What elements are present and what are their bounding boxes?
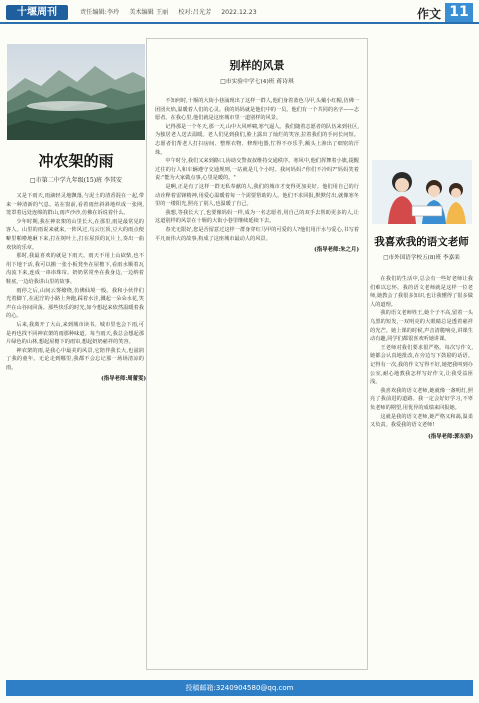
- right-article-body: [370, 275, 473, 430]
- paragraph: 在我们的生活中,总会有一些好老师让我们难以忘怀。我的语文老师就是这样一位老师,她教会了我很多知识,也让我懂得了很多做人的道理。: [370, 276, 473, 308]
- paragraph: 神农架的雨,是我心中最美的风景,它陪伴我长大,也滋润了我的童年。无论走到哪里,我都不会忘记那一场场清凉的雨。: [6, 347, 144, 371]
- issue-date: 2022.12.23: [221, 9, 257, 16]
- paragraph: 又是下雨天,雨滴轻灵地飘落,与泥土的清香混在一起,带来一种清新的气息。站在窗前,看着雨丝斜斜地织成一张网,笼罩着远处连绵的群山,雨声沙沙,仿佛在诉说着什么。: [6, 193, 144, 217]
- paragraph: 后来,我离开了大山,来到城市读书。城市里也会下雨,可是再也找不回神农架的雨那种味道。每当雨天,我总会想起那片绿色的山林,想起屋檐下的雨帘,想起奶奶慈祥的笑容。: [6, 321, 144, 346]
- right-article: [370, 38, 473, 670]
- left-article: [6, 38, 146, 670]
- paragraph: 雨停之后,山间云雾缭绕,仿佛仙境一般。我和小伙伴们光着脚丫,在泥泞的小路上奔跑,踩着水洼,溅起一朵朵水花,笑声在山谷间回荡。那些快乐的时光,如今想起来依然温暖着我的心。: [6, 287, 144, 320]
- paragraph: 我的语文老师姓王,她个子不高,留着一头乌黑的短发,一双明亮的大眼睛总是透着慈祥的光芒。她上课的时候,声音清脆响亮,讲课生动有趣,同学们都很喜欢听她讲课。: [370, 310, 473, 343]
- teacher-illustration: [372, 160, 472, 224]
- paragraph: 我想,等我长大了,也要像妈妈一样,成为一名志愿者,用自己的双手去帮助更多的人,让这道别样的风景在十堰的大街小巷里继续延续下去。: [155, 209, 359, 225]
- paragraph: 是啊,正是有了这样一群无私奉献的人,我们的城市才变得更加美好。他们用自己的行动诠释着雷锋精神,用爱心温暖着每一个需要帮助的人。他们不求回报,默默付出,就像寒冬里的一缕阳光,照亮了别人,也温暖了自己。: [155, 183, 359, 208]
- section-title: 作文: [416, 7, 441, 21]
- mountain-photo: [7, 44, 145, 140]
- middle-article-title: 别样的风景: [229, 59, 285, 72]
- left-article-teacher: (指导老师:周蕾雯): [101, 376, 146, 383]
- right-article-author: □市外国语学校五(8)班 李嘉栾: [383, 255, 460, 261]
- middle-article-teacher: (指导老师:朱之月): [314, 247, 359, 254]
- left-article-title: 冲农架的雨: [38, 152, 114, 170]
- middle-article-author: □市实验中学七(4)班 蒋诗琪: [220, 79, 294, 85]
- middle-article-body: [155, 97, 359, 253]
- paragraph: 那时,我最喜欢的就是下雨天。雨天不用上山砍柴,也不用下地干活,我可以搬一张小板凳坐在屋檐下,看雨水顺着瓦沟流下来,连成一串串珠帘。奶奶常常坐在我身边,一边纳着鞋底,一边给我讲山里的故事。: [6, 253, 144, 285]
- left-article-author: □市第二中学九年级(15)班 李其安: [30, 177, 122, 184]
- header-divider: [0, 22, 479, 24]
- left-article-body: [6, 192, 146, 372]
- editor-credit: 责任编辑:李玲: [80, 9, 120, 16]
- paragraph: 少年时期,我在神农架的山里长大,在那里,雨是最常见的客人。山里的雨说来就来,一阵风过,乌云压顶,豆大的雨点便噼里啪啦地砸下来,打在树叶上,打在屋顶的瓦片上,奏出一曲欢快的乐章。: [6, 218, 144, 251]
- middle-article: [146, 38, 368, 670]
- paragraph: 记得那是一个冬天,那一天,山中大风呼啸,寒气逼人。我们随着志愿者的队伍来到社区,为独居老人送去温暖。老人们见到我们,脸上露出了灿烂的笑容,拉着我们的手问长问短。志愿者们帮老人打扫房间、整理衣物、修理电器,忙得不亦乐乎,额头上渗出了细密的汗珠。: [155, 123, 359, 156]
- masthead: [0, 0, 479, 32]
- paragraph: 春光无限好,您是否留意过这样一群身穿红马甲的可爱的人?他们用汗水与爱心,书写着平凡而伟大的故事,构成了这座城市最动人的风景。: [155, 226, 359, 242]
- paragraph: 王老师对我们要求很严格。每次写作文,她都会认真地批改,在旁边写下鼓励的话语。记得有一次,我的作文写得不好,她把我叫到办公室,耐心地教我怎样写好作文,让我受益匪浅。: [370, 344, 473, 386]
- right-article-title: 我喜欢我的语文老师: [374, 236, 469, 248]
- paragraph: 我喜欢我的语文老师,她就像一盏明灯,照亮了我前进的道路。我一定会好好学习,不辜负老师的期望,用优异的成绩来回报她。: [370, 387, 473, 411]
- paragraph: 不知何时,十堰的大街小巷涌现出了这样一群人,他们身着蓝色马甲,头戴小红帽,仿佛一团团火焰,温暖着人们的心灵。我的妈妈就是他们中的一员。他们有一个共同的名字——志愿者。在我心里,他们就是这座城市里一道别样的风景。: [155, 98, 359, 122]
- submission-email-banner: 投稿邮箱:3240904580@qq.com: [6, 680, 473, 696]
- paragraph: 中午时分,我们又来到路口,协助交警叔叔维持交通秩序。寒风中,他们挥舞着小旗,提醒过往的行人和车辆遵守交通规则,一站就是几个小时。我问妈妈:"你们不冷吗?"妈妈笑着说:"能为大家做点事,心里是暖的。": [155, 158, 359, 182]
- paragraph: 这就是我的语文老师,她严格又和蔼,温柔又负责。我爱我的语文老师!: [370, 413, 473, 429]
- masthead-meta: [80, 7, 265, 16]
- proofreader-credit: 校对:吕光芳: [178, 9, 212, 16]
- right-article-teacher: (指导老师:郭东娇): [428, 433, 473, 440]
- page-number-badge: 11: [445, 3, 473, 22]
- publication-logo: 十堰周刊: [6, 5, 68, 20]
- designer-credit: 美术编辑 王丽: [129, 9, 169, 16]
